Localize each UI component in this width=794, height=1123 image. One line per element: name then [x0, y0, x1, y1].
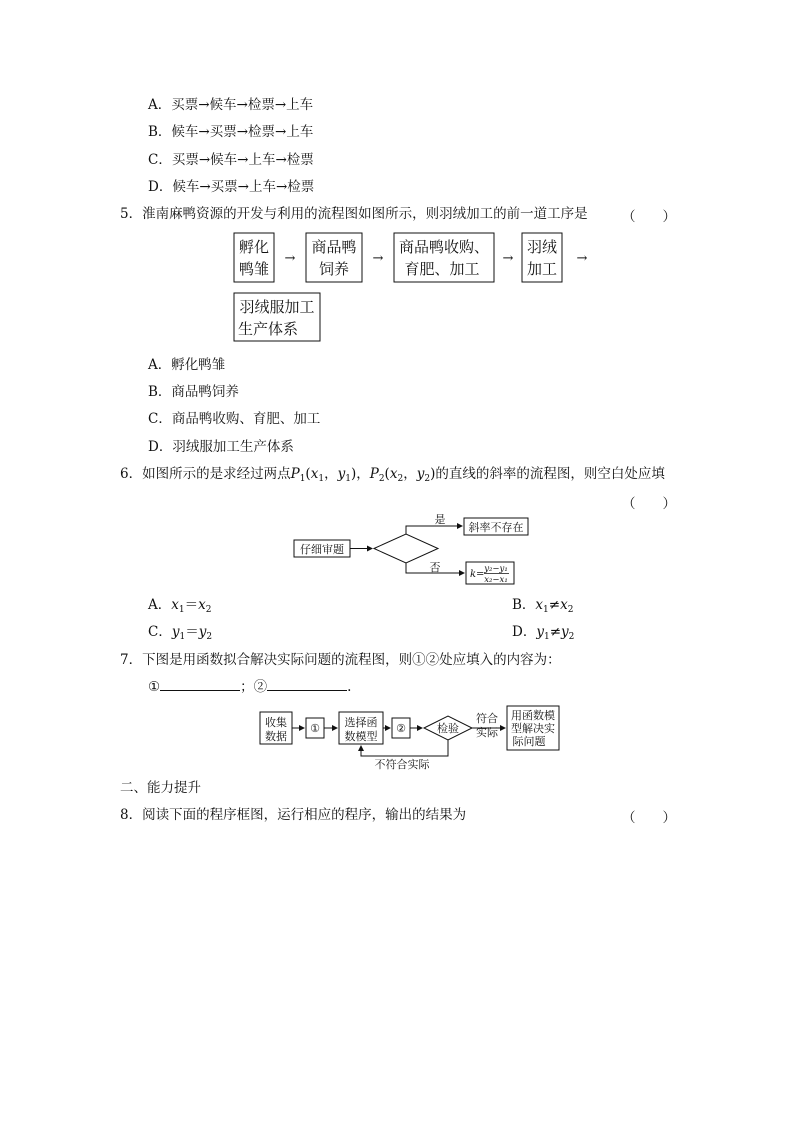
q4-option-c: C．买票→候车→上车→检票	[148, 152, 314, 168]
q6-slope-denominator: x₂−x₁	[484, 575, 508, 585]
q5-box-hatch-l1: 孵化	[238, 238, 270, 256]
q5-option-d: D．羽绒服加工生产体系	[148, 439, 294, 455]
q7-box-solve-l1: 用函数模	[511, 709, 555, 722]
q7-box-select-l1: 选择函	[344, 716, 378, 729]
q5-box-hatch-l2: 鸭雏	[238, 260, 270, 278]
q5-arrow-1: →	[284, 251, 296, 266]
q5-stem: 5．淮南麻鸭资源的开发与利用的流程图如图所示，则羽绒加工的前一道工序是	[120, 206, 588, 222]
q4-option-d: D．候车→买票→上车→检票	[148, 179, 315, 195]
q5-box-garment-l2: 生产体系	[237, 320, 299, 338]
q5-box-process-l2: 育肥、加工	[404, 260, 480, 278]
q6-option-b: B．$x_1\ne x_2$	[512, 597, 574, 615]
q5-flowchart	[228, 230, 608, 345]
q4-option-b: B．候车→买票→检票→上车	[148, 124, 314, 140]
q7-ok-l1: 符合	[476, 712, 498, 725]
q7-not-ok-label: 不符合实际	[374, 758, 430, 771]
q7-ok-l2: 实际	[476, 726, 498, 739]
q6-start-label: 仔细审题	[300, 543, 344, 556]
q5-arrow-2: →	[372, 251, 384, 266]
q5-box-down-l2: 加工	[526, 260, 558, 278]
q6-yes-label: 是	[434, 513, 446, 526]
q4-option-a: A．买票→候车→检票→上车	[148, 97, 314, 113]
q5-arrow-3: →	[502, 251, 514, 266]
q5-box-raise-l1: 商品鸭	[311, 238, 357, 256]
q7-box-slot-2-label: ②	[396, 722, 406, 735]
q7-blanks: ① ；② .	[148, 679, 352, 695]
q7-box-collect-l2: 数据	[265, 730, 287, 743]
q6-no-label: 否	[429, 561, 441, 574]
q7-blank-2[interactable]	[267, 678, 347, 691]
q5-box-garment-l1: 羽绒服加工	[239, 298, 315, 316]
q7-flowchart	[256, 704, 566, 772]
q8-answer-paren: （ ）	[622, 810, 676, 826]
q7-box-select-l2: 数模型	[344, 730, 378, 743]
q6-option-c: C．$y_1=y_2$	[148, 624, 213, 642]
q8-number: 8．	[120, 807, 143, 823]
q6-answer-paren: （ ）	[622, 496, 676, 512]
q5-arrow-4: →	[576, 251, 588, 266]
q6-no-slope-label: 斜率不存在	[468, 521, 524, 534]
q6-option-a: A．$x_1=x_2$	[148, 597, 212, 615]
q5-option-c: C．商品鸭收购、育肥、加工	[148, 411, 321, 427]
q6-flowchart	[290, 512, 540, 588]
q5-box-down-l1: 羽绒	[526, 238, 558, 256]
q7-box-collect-l1: 收集	[265, 716, 287, 729]
q6-decision-diamond	[374, 534, 438, 563]
q6-slope-k: k=	[470, 569, 485, 580]
q7-decision-check-label: 检验	[437, 722, 459, 735]
section-2-heading: 二、能力提升	[120, 780, 201, 796]
q6-option-d: D．$y_1\ne y_2$	[512, 624, 575, 642]
q5-box-raise-l2: 饲养	[318, 260, 350, 278]
q7-box-solve-l2: 型解决实	[511, 722, 555, 735]
q7-box-slot-1-label: ①	[310, 722, 320, 735]
q5-box-process-l1: 商品鸭收购、	[398, 238, 490, 256]
q7-box-solve-l3: 际问题	[512, 735, 546, 748]
q5-option-a: A．孵化鸭雏	[148, 357, 226, 373]
q8-stem: 8．阅读下面的程序框图，运行相应的程序，输出的结果为	[120, 807, 467, 823]
q7-number: 7．	[120, 652, 143, 668]
q6-number: 6．	[120, 466, 143, 482]
q5-number: 5．	[120, 206, 143, 222]
q5-answer-paren: （ ）	[622, 209, 676, 225]
q6-stem: 6．如图所示的是求经过两点$P_1(x_1$，$y_1$)，$P_2(x_2$，$y_2$)的直线的斜率的流程图，则空白处应填	[120, 466, 665, 484]
q5-option-b: B．商品鸭饲养	[148, 384, 239, 400]
q6-slope-numerator: y₂−y₁	[484, 564, 508, 574]
q7-stem: 7．下图是用函数拟合解决实际问题的流程图，则①②处应填入的内容为：	[120, 652, 561, 668]
q7-blank-1[interactable]	[160, 678, 240, 691]
